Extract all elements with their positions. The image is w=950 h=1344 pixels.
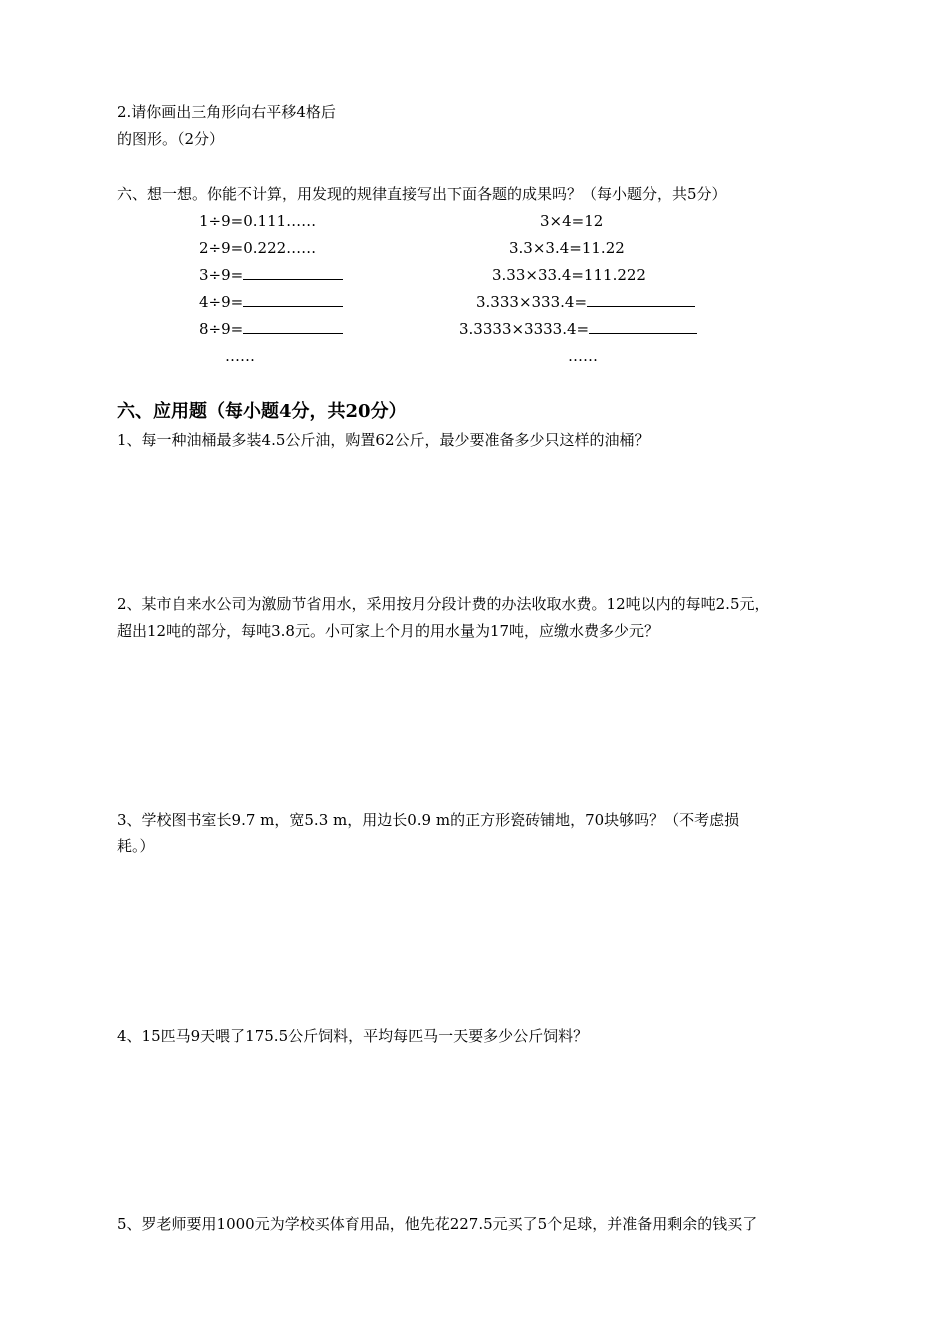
answer-blank[interactable]	[243, 292, 343, 307]
q2-drawing-line1: 2.请你画出三角形向右平移4格后	[117, 103, 336, 121]
pattern-left-5	[199, 319, 343, 339]
apply-question-2-line2: 超出12吨的部分，每吨3.8元。小可家上个月的用水量为17吨，应缴水费多少元？	[117, 622, 660, 640]
pattern-right-4	[476, 292, 695, 312]
apply-question-3-line2: 耗。）	[117, 837, 155, 855]
apply-section-heading: 六、应用题（每小题4分，共20分）	[117, 401, 407, 422]
apply-question-2-line1: 2、某市自来水公司为激励节省用水，采用按月分段计费的办法收取水费。12吨以内的每吨2.5元，	[117, 595, 770, 613]
apply-question-3-line1: 3、学校图书室长9.7 m，宽5.3 m，用边长0.9 m的正方形瓷砖铺地，70块够吗？（不考虑损	[117, 811, 740, 829]
apply-question-4: 4、15匹马9天喂了175.5公斤饲料，平均每匹马一天要多少公斤饲料？	[117, 1027, 589, 1045]
pattern-left-1: 1÷9=0.111……	[199, 212, 317, 230]
pattern-left-3-text: 3÷9=	[199, 266, 244, 284]
pattern-right-ellipsis: ……	[568, 347, 598, 365]
pattern-right-4-text: 3.333×333.4=	[476, 293, 588, 311]
pattern-right-2: 3.3×3.4=11.22	[509, 239, 625, 257]
pattern-left-ellipsis: ……	[225, 347, 255, 365]
apply-question-5: 5、罗老师要用1000元为学校买体育用品，他先花227.5元买了5个足球，并准备用剩余的钱买了	[117, 1215, 758, 1233]
pattern-right-1: 3×4=12	[540, 212, 604, 230]
pattern-left-4-text: 4÷9=	[199, 293, 244, 311]
pattern-left-5-text: 8÷9=	[199, 320, 244, 338]
q2-drawing-line2: 的图形。（2分）	[117, 130, 225, 148]
answer-blank[interactable]	[243, 319, 343, 334]
pattern-left-4	[199, 292, 343, 312]
pattern-left-3	[199, 265, 343, 285]
answer-blank[interactable]	[589, 319, 697, 334]
pattern-right-5	[459, 319, 697, 339]
pattern-right-5-text: 3.3333×3333.4=	[459, 320, 590, 338]
apply-question-1: 1、每一种油桶最多装4.5公斤油，购置62公斤，最少要准备多少只这样的油桶？	[117, 431, 650, 449]
answer-blank[interactable]	[243, 265, 343, 280]
pattern-section-heading: 六、想一想。你能不计算，用发现的规律直接写出下面各题的成果吗？（每小题分，共5分）	[117, 185, 727, 203]
pattern-right-3: 3.33×33.4=111.222	[492, 266, 646, 284]
answer-blank[interactable]	[587, 292, 695, 307]
pattern-left-2: 2÷9=0.222……	[199, 239, 317, 257]
